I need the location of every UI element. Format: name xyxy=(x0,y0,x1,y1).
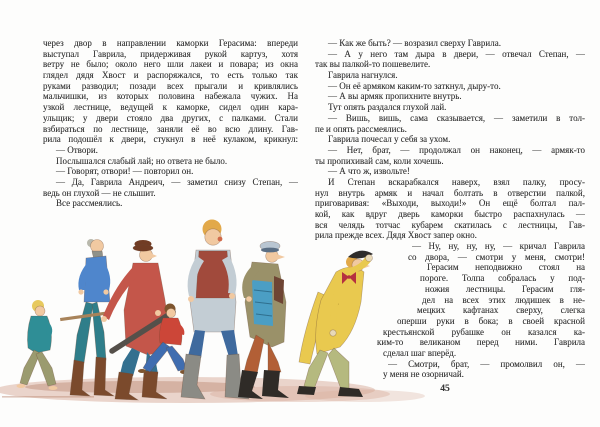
text-line: сделал шаг вперёд. xyxy=(383,347,457,358)
text-line: — Нет, брат, — продолжал он наконец, — армяк-то xyxy=(328,144,585,155)
text-line: так вы палкой-то пошевелите. xyxy=(315,59,431,70)
text-line: Все рассмеялись. xyxy=(56,198,123,209)
text-line: ким-то великаном перед ними. Гаврила xyxy=(377,337,585,348)
text-line: взбираться по лестнице, заняли её во всю длину. Гав- xyxy=(43,123,298,134)
text-line: Гаврила почесал у себя за ухом. xyxy=(328,134,451,145)
text-line: у меня не озорничай. xyxy=(383,369,464,380)
text-line: ульщик; у двери стояло два других, с палками. Стали xyxy=(43,112,298,123)
text-line: глядел дядя Хвост и распоряжался, то есть только так xyxy=(43,70,298,81)
text-line: ветру не было; около него шли лакеи и повара; из окна xyxy=(43,59,298,70)
text-line: И Степан вскарабкался наверх, взял палку, просу- xyxy=(328,176,585,187)
text-line: рила прежде всех. Дядя Хвост запер окно. xyxy=(315,230,477,241)
text-line: — А у него там дыра в двери, — отвечал Степан, — xyxy=(328,48,585,59)
text-line: рила подошёл к двери, стукнул в неё кулаком, крикнул: xyxy=(43,134,298,145)
text-line: мецких кафтанах сверху, слегка xyxy=(417,305,585,316)
text-line: — А что ж, извольте! xyxy=(328,166,410,177)
text-line: ведь он глухой — не слышит. xyxy=(43,187,156,198)
text-line: пороге. Толпа собралась у под- xyxy=(420,273,585,284)
text-line: Герасим неподвижно стоял на xyxy=(427,262,585,273)
text-line: ты пропихивай сам, коли хочешь. xyxy=(315,155,444,166)
text-line: — Отвори. xyxy=(56,144,98,155)
text-line: — А вы армяк пропихните внутрь. xyxy=(328,91,462,102)
text-line: — Ну, ну, ну, ну, — кричал Гаврила xyxy=(412,241,585,252)
text-line: выступал Гаврила, придерживая рукой картуз, хотя xyxy=(43,48,298,59)
left-page-text xyxy=(43,38,298,209)
text-line: со двора, — смотри у меня, смотри! xyxy=(408,251,585,262)
text-line: кой, как вдруг дверь каморки быстро распахнулась — xyxy=(315,209,585,219)
figure-big-man xyxy=(181,220,249,400)
text-line: приговаривая: «Выходи, выходи!» Он ещё болтал пал- xyxy=(315,198,585,209)
text-line: Тут опять раздался глухой лай. xyxy=(328,102,447,113)
text-line: — Вишь, вишь, сама сказывается, — заметили в тол- xyxy=(328,112,585,123)
text-line: нул внутрь армяк и начал болтать в отверстии палкой, xyxy=(315,187,585,198)
text-line: — Он её армяком каким-то заткнул, дыру-то. xyxy=(328,80,501,91)
figure-boy-teal xyxy=(17,300,58,390)
text-line: через двор в направлении каморки Герасима: впереди xyxy=(43,38,298,48)
text-line: дел на всех этих людишек в не- xyxy=(422,294,585,305)
figure-olive-coat-man xyxy=(238,241,289,399)
text-line: пе и опять рассмеялись. xyxy=(315,123,407,134)
text-line: — Говорят, отвори! — повторил он. xyxy=(56,166,194,177)
text-line: узкой лестнице, ведущей к каморке, сидел один кара- xyxy=(43,102,298,113)
text-line: ножия лестницы. Герасим гля- xyxy=(425,283,585,294)
text-line: Послышался слабый лай; но ответа не было. xyxy=(56,155,228,166)
text-line: мальчишки, из которых половина набежала чужих. На xyxy=(43,91,298,102)
text-line: — Как же быть? — возразил сверху Гаврила. xyxy=(328,38,501,48)
text-line: — Да, Гаврила Андреич, — заметил снизу Степан, — xyxy=(56,176,298,187)
right-page-text xyxy=(315,38,585,380)
text-line: Гаврила нагнулся. xyxy=(328,70,398,81)
text-line: вся челядь тотчас кубарем скатилась с лестницы, Гав- xyxy=(315,219,585,230)
text-line: — Смотри, брат, — промолвил он, — xyxy=(388,358,585,369)
text-line: крестьянской рубашке он казался ка- xyxy=(383,326,585,337)
text-line: оперши руки в бока; в своей красной xyxy=(397,315,585,326)
page-number: 45 xyxy=(440,384,450,394)
text-line: руками разводил; позади всех прыгали и кривлялись xyxy=(43,80,298,91)
